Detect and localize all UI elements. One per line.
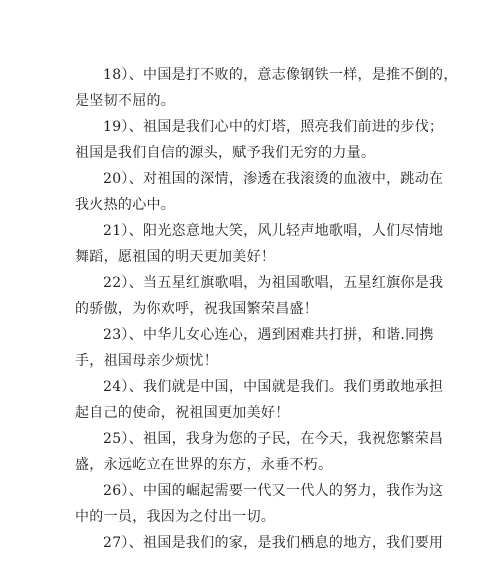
paragraph-line: 20）、对祖国的深情，渗透在我滚烫的血液中，跳动在 — [103, 171, 444, 187]
paragraph-line: 手，祖国母亲少烦忧！ — [75, 353, 218, 369]
paragraph-line: 24）、我们就是中国，中国就是我们。我们勇敢地承担 — [103, 379, 444, 395]
paragraph-line: 21）、阳光恣意地大笑，风儿轻声地歌唱，人们尽情地 — [103, 223, 444, 239]
paragraph-line: 舞蹈，愿祖国的明天更加美好！ — [75, 249, 276, 265]
paragraph-line: 中的一员，我因为之付出一切。 — [75, 509, 276, 525]
paragraph-line: 盛，永远屹立在世界的东方，永垂不朽。 — [75, 457, 333, 473]
paragraph-27 — [75, 530, 444, 556]
paragraph-22 — [75, 270, 444, 322]
paragraph-20 — [75, 166, 444, 218]
paragraph-line: 起自己的使命，祝祖国更加美好！ — [75, 405, 290, 421]
paragraph-line: 我火热的心中。 — [75, 197, 176, 213]
paragraph-line: 是坚韧不屈的。 — [75, 93, 176, 109]
paragraph-23 — [75, 322, 434, 374]
paragraph-line: 18）、中国是打不败的，意志像钢铁一样，是推不倒的， — [103, 67, 458, 83]
paragraph-26 — [75, 478, 444, 530]
paragraph-24 — [75, 374, 444, 426]
document-body — [75, 62, 458, 556]
paragraph-21 — [75, 218, 444, 270]
paragraph-18 — [75, 62, 458, 114]
paragraph-line: 23）、中华儿女心连心，遇到困难共打拼，和谐.同携 — [103, 327, 434, 343]
paragraph-line: 的骄傲，为你欢呼，祝我国繁荣昌盛！ — [75, 301, 319, 317]
paragraph-line: 祖国是我们自信的源头，赋予我们无穷的力量。 — [75, 145, 376, 161]
paragraph-25 — [75, 426, 444, 478]
paragraph-line: 22）、当五星红旗歌唱，为祖国歌唱，五星红旗你是我 — [103, 275, 444, 291]
paragraph-line: 26）、中国的崛起需要一代又一代人的努力，我作为这 — [103, 483, 444, 499]
paragraph-19 — [75, 114, 444, 166]
paragraph-line: 27）、祖国是我们的家，是我们栖息的地方，我们要用 — [103, 535, 444, 551]
paragraph-line: 19）、祖国是我们心中的灯塔，照亮我们前进的步伐； — [103, 119, 444, 135]
paragraph-line: 25）、祖国，我身为您的子民，在今天，我祝您繁荣昌 — [103, 431, 444, 447]
